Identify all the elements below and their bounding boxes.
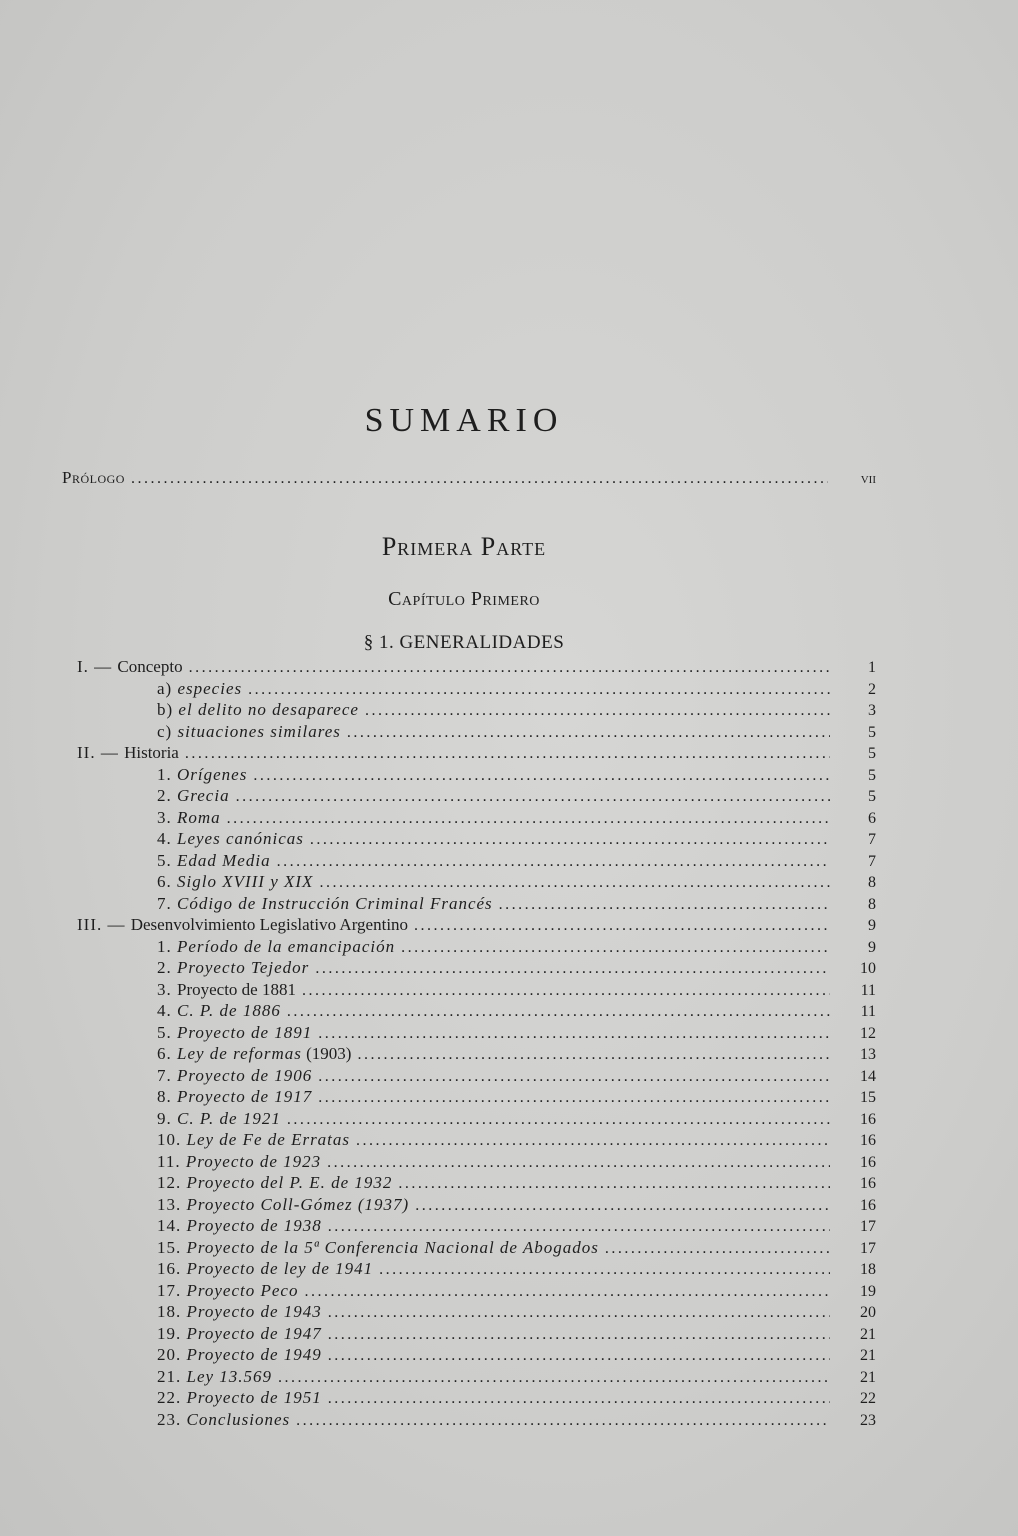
toc-entry-label [157, 785, 230, 807]
toc-entry [0, 764, 876, 786]
toc-entry-page: 10 [860, 960, 876, 977]
toc-entry-number: 16. [157, 1259, 187, 1278]
toc-entry-page: 11 [860, 981, 876, 999]
toc-entry-number: 9. [157, 1108, 177, 1128]
toc-entry-page: 12 [860, 1024, 876, 1042]
toc-entry-label [157, 957, 309, 979]
toc-entry [0, 1215, 876, 1237]
toc-entry [0, 785, 876, 807]
section-heading: § 1. GENERALIDADES [363, 632, 565, 653]
toc-entry-label [157, 936, 395, 958]
toc-entry [0, 1237, 876, 1259]
toc-entry [0, 1000, 876, 1022]
toc-entry-page: 8 [868, 874, 876, 891]
toc-entry-text: Proyecto de 1917 [177, 1087, 313, 1106]
toc-entry-text: especies [177, 678, 243, 698]
dot-leader [347, 722, 830, 744]
toc-entry-number: 5. [157, 1022, 177, 1042]
toc-entry-text: Roma [177, 807, 221, 827]
toc-entry-text: Proyecto de 1881 [177, 979, 296, 999]
toc-entry-text: Historia [124, 743, 179, 762]
toc-entry-text: Edad Media [177, 850, 271, 870]
dot-leader [318, 1023, 830, 1045]
page-title: SUMARIO [364, 402, 564, 439]
toc-entry-label [77, 742, 179, 764]
dot-leader [415, 1195, 830, 1217]
toc-entry-label [157, 1344, 322, 1366]
toc-entry-label [157, 1194, 409, 1216]
toc-entry [0, 1258, 876, 1280]
toc-entry-label [157, 721, 341, 743]
toc-entry-text: Proyecto Peco [186, 1280, 299, 1300]
toc-entry-prologo [62, 468, 876, 490]
toc-entry-label [157, 1280, 298, 1302]
toc-entry [0, 699, 876, 721]
toc-entry-text: situaciones similares [177, 721, 341, 741]
dot-leader [328, 1302, 830, 1324]
toc-entry-text: Proyecto de la 5ª Conferencia Nacional de Abogados [186, 1237, 599, 1257]
toc-entry-number: 3. [157, 979, 177, 999]
toc-entry [0, 1022, 876, 1044]
dot-leader [328, 1324, 830, 1346]
dot-leader [328, 1345, 830, 1367]
toc-entry [0, 678, 876, 700]
toc-entry [0, 893, 876, 915]
toc-entry-page: 5 [868, 766, 876, 784]
toc-entry-label [157, 850, 271, 872]
toc-entry-number: 1. [157, 936, 177, 956]
toc-entry-number: 2. [157, 786, 177, 805]
toc-entry-text: Siglo XVIII y XIX [177, 872, 314, 891]
toc-entry-number: 20. [157, 1345, 187, 1364]
dot-leader [328, 1216, 830, 1238]
toc-entry-text: Proyecto de 1923 [185, 1151, 322, 1171]
toc-entry-page: 21 [860, 1368, 876, 1386]
toc-entry-page: 18 [860, 1261, 876, 1278]
toc-entry-number: 6. [157, 1044, 177, 1063]
toc-entry-page: 17 [860, 1239, 876, 1257]
toc-entry-page: 15 [860, 1089, 876, 1106]
toc-entry-label [77, 656, 183, 678]
toc-entry [0, 979, 876, 1001]
toc-entry-page: 21 [860, 1325, 876, 1343]
toc-entry-label [157, 1409, 290, 1431]
dot-leader [315, 958, 830, 980]
toc-entry [0, 1151, 876, 1173]
toc-entry-label [157, 979, 296, 1001]
toc-entry-page: 16 [860, 1175, 876, 1192]
toc-entry [0, 1129, 876, 1151]
toc-entry-label [157, 1086, 312, 1108]
dot-leader [401, 937, 830, 959]
toc-entry-text: Proyecto de 1891 [177, 1022, 313, 1042]
toc-entry-page: 19 [860, 1282, 876, 1300]
toc-entry-number: 6. [157, 872, 177, 891]
toc-entry [0, 914, 876, 936]
toc-entry-page: 20 [860, 1304, 876, 1321]
toc-entry-label [157, 871, 313, 893]
dot-leader [131, 470, 828, 488]
toc-entry-number: 21. [157, 1366, 187, 1386]
toc-entry-label [157, 1323, 322, 1345]
toc-entry-number: b) [157, 700, 179, 719]
toc-entry-text: C. P. de 1886 [177, 1001, 281, 1020]
toc-entry [0, 721, 876, 743]
toc-entry-number: 18. [157, 1302, 187, 1321]
toc-entry-label [157, 1172, 392, 1194]
toc-entry-page: 8 [868, 895, 876, 913]
toc-entry [0, 656, 876, 678]
toc-entry-suffix: (1903) [301, 1044, 352, 1063]
toc-entry-label [157, 893, 493, 915]
dot-leader [310, 829, 830, 851]
toc-entry-label [157, 807, 221, 829]
toc-entry-number: 17. [157, 1280, 187, 1300]
toc-entry-text: Código de Instrucción Criminal Francés [177, 893, 493, 913]
toc-entry-page: 7 [868, 852, 876, 870]
dot-leader [318, 1087, 830, 1109]
chapter-heading: Capítulo Primero [388, 588, 540, 610]
toc-entry [0, 1043, 876, 1065]
toc-entry-label: Prólogo [62, 468, 125, 487]
toc-entry-page: 3 [868, 702, 876, 719]
toc-entry [0, 1344, 876, 1366]
toc-entry-text: el delito no desaparece [178, 700, 359, 719]
toc-entry-label [157, 1301, 322, 1323]
part-heading: Primera Parte [381, 532, 547, 561]
toc-entry-label [157, 1043, 351, 1065]
toc-entry [0, 1323, 876, 1345]
toc-entry-text: Conclusiones [186, 1409, 291, 1429]
toc-entry [0, 957, 876, 979]
toc-entry-number: 14. [157, 1216, 187, 1235]
toc-entry-page: 14 [860, 1067, 876, 1085]
toc-entry-number: 7. [157, 893, 177, 913]
toc-entry-label [157, 1366, 272, 1388]
toc-entry-number: 19. [157, 1323, 187, 1343]
toc-entry-number: 23. [157, 1409, 187, 1429]
toc-entry-text: Proyecto de ley de 1941 [186, 1259, 374, 1278]
toc-entry [0, 828, 876, 850]
dot-leader [499, 894, 830, 916]
dot-leader [304, 1281, 830, 1303]
dot-leader [327, 1152, 830, 1174]
toc-entry-page: 16 [860, 1110, 876, 1128]
toc-entry-page: 11 [860, 1003, 876, 1020]
toc-entry-text: Proyecto de 1906 [177, 1065, 313, 1085]
toc-entry-number: I. — [77, 657, 118, 676]
toc-entry-text: Leyes canónicas [177, 829, 304, 848]
dot-leader [302, 980, 830, 1002]
toc-entry-page: vii [860, 471, 876, 487]
toc-entry [0, 1172, 876, 1194]
toc-entry-page: 5 [868, 745, 876, 762]
toc-entry [0, 742, 876, 764]
dot-leader [253, 765, 830, 787]
toc-entry-number: a) [157, 678, 178, 698]
toc-entry-text: Proyecto de 1943 [186, 1302, 322, 1321]
toc-entry-number: 3. [157, 807, 177, 827]
toc-entry [0, 807, 876, 829]
dot-leader [287, 1109, 830, 1131]
dot-leader [296, 1410, 830, 1432]
toc-entry-text: Grecia [177, 786, 230, 805]
toc-entry-label [157, 764, 247, 786]
toc-entry-page: 5 [868, 788, 876, 805]
toc-entry-text: Concepto [117, 657, 183, 676]
toc-entry [0, 850, 876, 872]
toc-entry-text: Ley 13.569 [186, 1366, 273, 1386]
dot-leader [357, 1044, 830, 1066]
toc-entry-number: III. — [77, 915, 131, 934]
toc-entry-number: 1. [157, 764, 177, 784]
dot-leader [365, 700, 830, 722]
toc-entry-text: Proyecto Coll-Gómez (1937) [186, 1194, 410, 1214]
toc-entry-text: Proyecto de 1938 [186, 1216, 322, 1235]
toc-entry-label [157, 699, 359, 721]
dot-leader [287, 1001, 830, 1023]
toc-entry-number: 4. [157, 1001, 177, 1020]
toc-entry-number: 2. [157, 958, 177, 977]
toc-entry-page: 7 [868, 831, 876, 848]
toc-entry-text: Ley de reformas [177, 1044, 302, 1063]
toc-entry-page: 5 [868, 723, 876, 741]
toc-entry-label [157, 1000, 281, 1022]
toc-entry [0, 1086, 876, 1108]
toc-entry [0, 1409, 876, 1431]
toc-entry-label [157, 828, 304, 850]
toc-entry-page: 1 [868, 659, 876, 676]
toc-entry [0, 1387, 876, 1409]
dot-leader [248, 679, 830, 701]
toc-entry-label [157, 678, 242, 700]
toc-entry-label [157, 1108, 281, 1130]
dot-leader [379, 1259, 830, 1281]
toc-entry-page: 21 [860, 1347, 876, 1364]
toc-entry-number: 22. [157, 1388, 187, 1407]
toc-entry-page: 2 [868, 680, 876, 698]
toc-entry-page: 16 [860, 1132, 876, 1149]
dot-leader [328, 1388, 830, 1410]
toc-entry-page: 22 [860, 1390, 876, 1407]
table-of-contents [0, 656, 1018, 1430]
toc-entry [0, 1065, 876, 1087]
dot-leader [605, 1238, 830, 1260]
toc-entry [0, 1194, 876, 1216]
toc-entry-text: C. P. de 1921 [177, 1108, 281, 1128]
dot-leader [189, 657, 830, 679]
toc-entry-number: 10. [157, 1130, 187, 1149]
toc-entry-page: 16 [860, 1153, 876, 1171]
dot-leader [356, 1130, 830, 1152]
toc-entry-page: 17 [860, 1218, 876, 1235]
dot-leader [414, 915, 830, 937]
dot-leader [236, 786, 830, 808]
toc-entry-text: Período de la emancipación [177, 936, 396, 956]
toc-entry-number: 13. [157, 1194, 187, 1214]
toc-entry-page: 9 [868, 938, 876, 956]
toc-entry-label [157, 1129, 350, 1151]
toc-entry [0, 871, 876, 893]
toc-entry-label [157, 1215, 322, 1237]
toc-entry-label [157, 1151, 321, 1173]
toc-entry-label [157, 1065, 312, 1087]
dot-leader [277, 851, 830, 873]
toc-entry-text: Proyecto de 1947 [186, 1323, 322, 1343]
toc-entry-text: Ley de Fe de Erratas [186, 1130, 351, 1149]
toc-entry-number: II. — [77, 743, 125, 762]
toc-entry-text: Proyecto de 1951 [186, 1388, 322, 1407]
toc-entry-number: c) [157, 721, 178, 741]
toc-entry-number: 4. [157, 829, 177, 848]
toc-entry-number: 5. [157, 850, 177, 870]
dot-leader [319, 872, 830, 894]
toc-entry-text: Orígenes [177, 764, 248, 784]
toc-entry-page: 13 [860, 1046, 876, 1063]
toc-entry-page: 6 [868, 809, 876, 827]
toc-entry-label [157, 1387, 322, 1409]
toc-entry [0, 936, 876, 958]
toc-entry-number: 7. [157, 1065, 177, 1085]
dot-leader [185, 743, 830, 765]
toc-entry-label [157, 1022, 312, 1044]
toc-entry-text: Proyecto Tejedor [177, 958, 310, 977]
dot-leader [398, 1173, 830, 1195]
toc-entry-number: 15. [157, 1237, 187, 1257]
toc-entry [0, 1301, 876, 1323]
toc-entry-page: 16 [860, 1196, 876, 1214]
toc-entry-text: Proyecto del P. E. de 1932 [186, 1173, 393, 1192]
toc-entry [0, 1108, 876, 1130]
toc-entry-page: 9 [868, 917, 876, 934]
toc-entry-text: Desenvolvimiento Legislativo Argentino [130, 915, 409, 934]
toc-entry-page: 23 [860, 1411, 876, 1429]
toc-entry-label [157, 1237, 599, 1259]
toc-entry-text: Proyecto de 1949 [186, 1345, 322, 1364]
toc-entry-label [157, 1258, 373, 1280]
toc-entry [0, 1366, 876, 1388]
toc-entry [0, 1280, 876, 1302]
dot-leader [227, 808, 830, 830]
toc-entry-number: 8. [157, 1087, 177, 1106]
toc-entry-label [77, 914, 408, 936]
toc-entry-number: 12. [157, 1173, 187, 1192]
toc-entry-number: 11. [157, 1151, 186, 1171]
dot-leader [278, 1367, 830, 1389]
dot-leader [318, 1066, 830, 1088]
